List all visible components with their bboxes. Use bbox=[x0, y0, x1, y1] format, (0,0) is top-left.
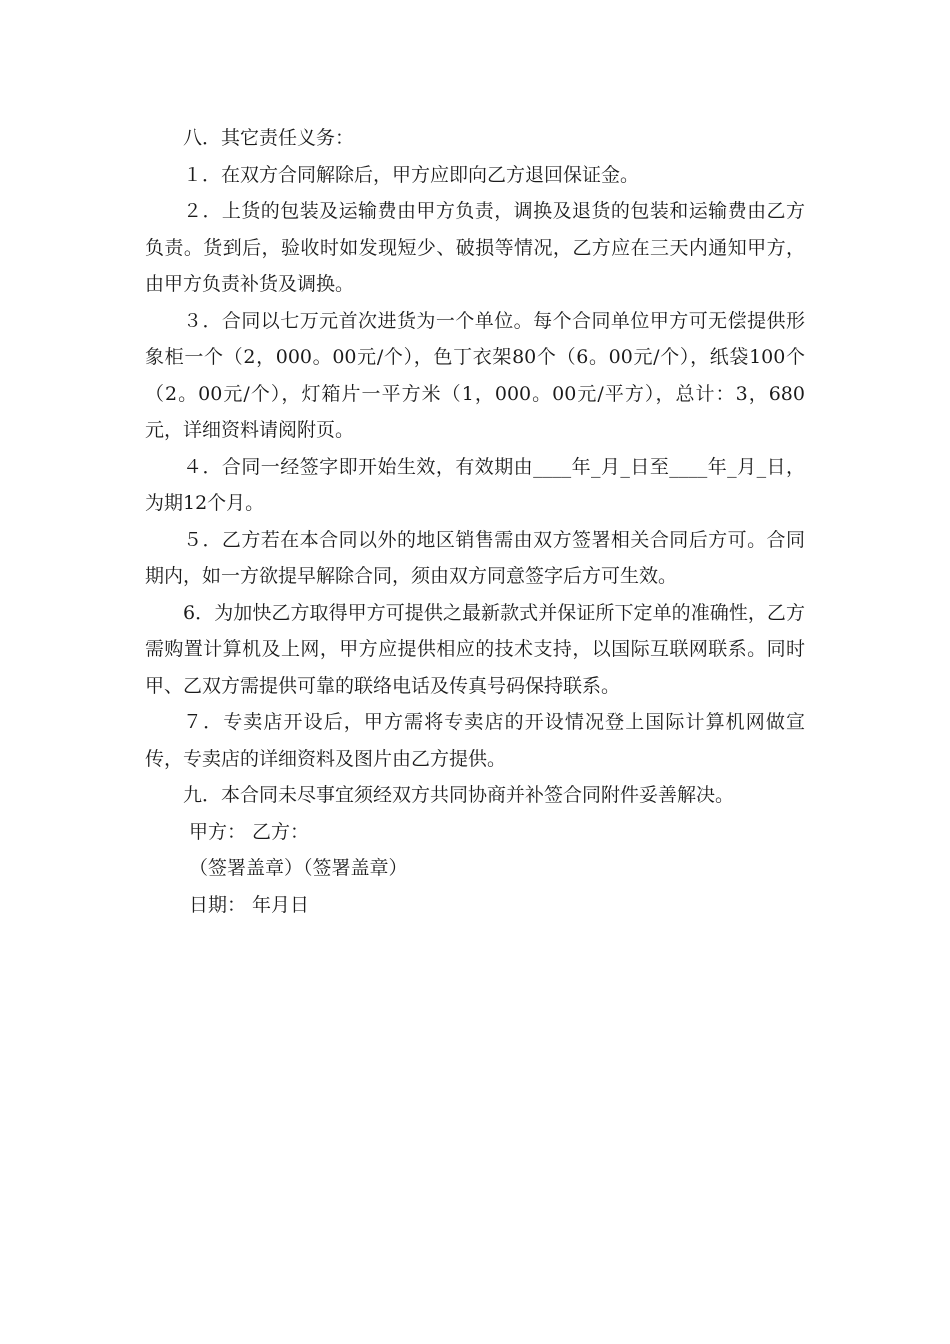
signature-seal: （签署盖章）（签署盖章） bbox=[189, 857, 408, 879]
signature-date: 日期： 年月日 bbox=[189, 893, 310, 916]
clause-6: 6．为加快乙方取得甲方可提供之最新款式并保证所下定单的准确性，乙方需购置计算机及上网，甲方应提供相应的技术支持，以国际互联网联系。同时甲、乙双方需提供可靠的联络电话及传真号码保持联系。 bbox=[145, 601, 805, 697]
signature-parties: 甲方： 乙方： bbox=[189, 820, 310, 843]
document-body bbox=[145, 120, 805, 923]
clause-2: ２．上货的包装及运输费由甲方负责，调换及退货的包装和运输费由乙方负责。货到后，验收时如发现短少、破损等情况，乙方应在三天内通知甲方，由甲方负责补货及调换。 bbox=[145, 200, 805, 295]
clause-4: ４．合同一经签字即开始生效，有效期由____年_月_日至____年_月_日，为期12个月。 bbox=[145, 455, 805, 514]
clause-1: １．在双方合同解除后，甲方应即向乙方退回保证金。 bbox=[183, 163, 640, 186]
clause-3: ３．合同以七万元首次进货为一个单位。每个合同单位甲方可无偿提供形象柜一个（2，000。00元/个），色丁衣架80个（6。00元/个），纸袋100个（2。00元/个），灯箱片一平方米（1，000。00元/平方），总计：3，680元，详细资料请阅附页。 bbox=[145, 309, 805, 441]
section-8-heading: 八．其它责任义务： bbox=[183, 127, 355, 149]
section-9: 九．本合同未尽事宜须经双方共同协商并补签合同附件妥善解决。 bbox=[183, 784, 735, 806]
clause-7: ７．专卖店开设后，甲方需将专卖店的开设情况登上国际计算机网做宣传，专卖店的详细资料及图片由乙方提供。 bbox=[145, 711, 805, 770]
clause-5: ５．乙方若在本合同以外的地区销售需由双方签署相关合同后方可。合同期内，如一方欲提早解除合同，须由双方同意签字后方可生效。 bbox=[145, 528, 805, 587]
